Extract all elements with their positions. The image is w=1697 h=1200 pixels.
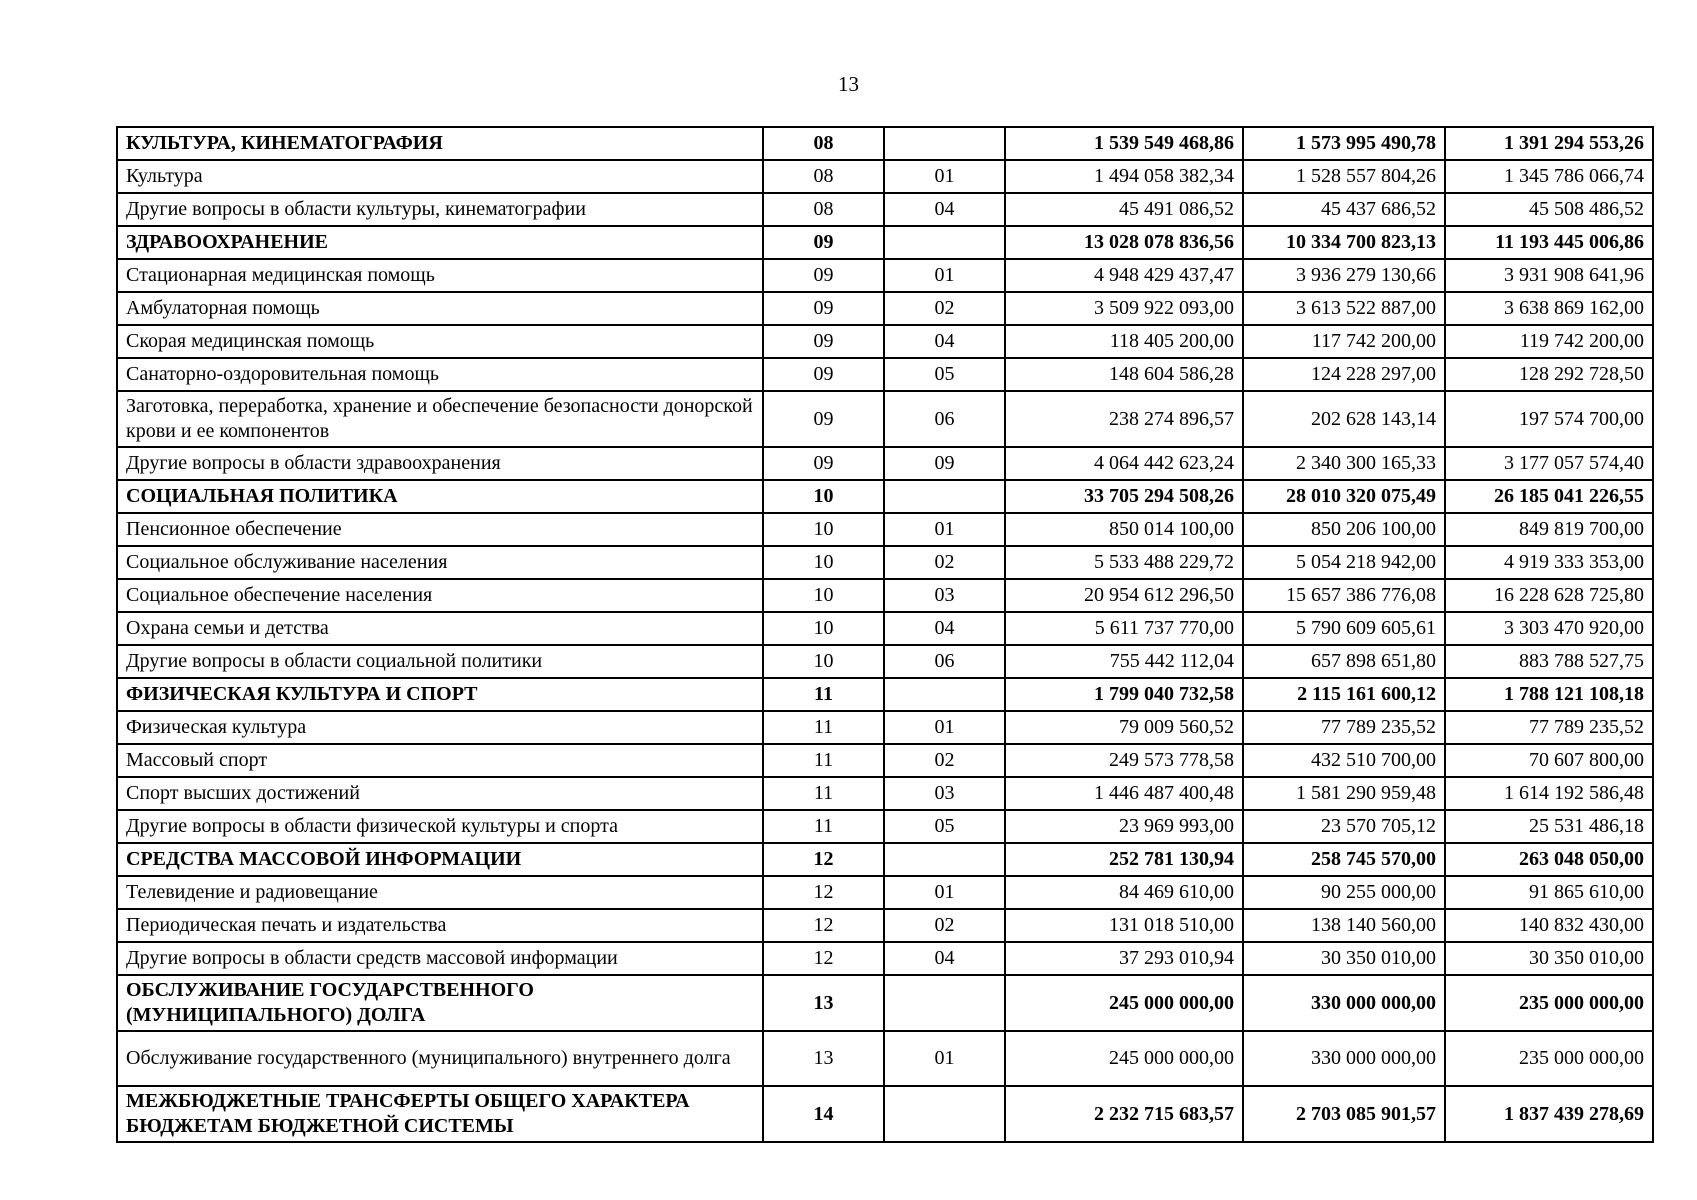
amount-year1-cell: 755 442 112,04 [1005, 645, 1243, 678]
subsection-code-cell: 02 [884, 292, 1005, 325]
amount-year2-cell: 258 745 570,00 [1243, 843, 1445, 876]
subsection-code-cell [884, 480, 1005, 513]
section-row [117, 1086, 1653, 1142]
amount-year3-cell: 197 574 700,00 [1445, 391, 1653, 447]
amount-year3-cell: 1 788 121 108,18 [1445, 678, 1653, 711]
table-row [117, 292, 1653, 325]
row-name-cell: Массовый спорт [117, 744, 763, 777]
amount-year3-cell: 1 837 439 278,69 [1445, 1086, 1653, 1142]
subsection-code-cell: 09 [884, 447, 1005, 480]
row-name-cell: Культура [117, 160, 763, 193]
section-code-cell: 09 [763, 292, 884, 325]
amount-year3-cell: 77 789 235,52 [1445, 711, 1653, 744]
amount-year3-cell: 4 919 333 353,00 [1445, 546, 1653, 579]
row-name-cell: Скорая медицинская помощь [117, 325, 763, 358]
section-row [117, 975, 1653, 1031]
amount-year1-cell: 84 469 610,00 [1005, 876, 1243, 909]
section-code-cell: 10 [763, 645, 884, 678]
section-code-cell: 09 [763, 226, 884, 259]
table-row [117, 325, 1653, 358]
subsection-code-cell [884, 678, 1005, 711]
row-name-cell: Пенсионное обеспечение [117, 513, 763, 546]
section-code-cell: 10 [763, 513, 884, 546]
subsection-code-cell [884, 843, 1005, 876]
amount-year3-cell: 3 177 057 574,40 [1445, 447, 1653, 480]
amount-year1-cell: 238 274 896,57 [1005, 391, 1243, 447]
table-row [117, 546, 1653, 579]
amount-year3-cell: 119 742 200,00 [1445, 325, 1653, 358]
subsection-code-cell: 06 [884, 391, 1005, 447]
amount-year3-cell: 16 228 628 725,80 [1445, 579, 1653, 612]
amount-year1-cell: 1 539 549 468,86 [1005, 127, 1243, 160]
amount-year2-cell: 3 936 279 130,66 [1243, 259, 1445, 292]
section-code-cell: 12 [763, 843, 884, 876]
budget-table-body [117, 127, 1653, 1142]
section-code-cell: 09 [763, 391, 884, 447]
table-row [117, 744, 1653, 777]
subsection-code-cell: 02 [884, 546, 1005, 579]
amount-year3-cell: 235 000 000,00 [1445, 975, 1653, 1031]
section-code-cell: 11 [763, 744, 884, 777]
amount-year3-cell: 128 292 728,50 [1445, 358, 1653, 391]
amount-year1-cell: 3 509 922 093,00 [1005, 292, 1243, 325]
amount-year2-cell: 1 581 290 959,48 [1243, 777, 1445, 810]
amount-year1-cell: 5 611 737 770,00 [1005, 612, 1243, 645]
amount-year3-cell: 1 345 786 066,74 [1445, 160, 1653, 193]
row-name-cell: Другие вопросы в области культуры, кинематографии [117, 193, 763, 226]
section-code-cell: 11 [763, 810, 884, 843]
row-name-cell: КУЛЬТУРА, КИНЕМАТОГРАФИЯ [117, 127, 763, 160]
section-code-cell: 12 [763, 942, 884, 975]
section-code-cell: 08 [763, 160, 884, 193]
subsection-code-cell [884, 975, 1005, 1031]
row-name-cell: СРЕДСТВА МАССОВОЙ ИНФОРМАЦИИ [117, 843, 763, 876]
row-name-cell: Амбулаторная помощь [117, 292, 763, 325]
amount-year2-cell: 2 115 161 600,12 [1243, 678, 1445, 711]
row-name-cell: Обслуживание государственного (муниципального) внутреннего долга [117, 1031, 763, 1086]
amount-year1-cell: 252 781 130,94 [1005, 843, 1243, 876]
subsection-code-cell: 05 [884, 358, 1005, 391]
amount-year1-cell: 131 018 510,00 [1005, 909, 1243, 942]
row-name-cell: Телевидение и радиовещание [117, 876, 763, 909]
amount-year1-cell: 79 009 560,52 [1005, 711, 1243, 744]
amount-year2-cell: 117 742 200,00 [1243, 325, 1445, 358]
row-name-cell: Периодическая печать и издательства [117, 909, 763, 942]
amount-year2-cell: 5 790 609 605,61 [1243, 612, 1445, 645]
amount-year2-cell: 657 898 651,80 [1243, 645, 1445, 678]
subsection-code-cell [884, 127, 1005, 160]
amount-year1-cell: 1 446 487 400,48 [1005, 777, 1243, 810]
row-name-cell: Социальное обслуживание населения [117, 546, 763, 579]
section-code-cell: 13 [763, 975, 884, 1031]
amount-year1-cell: 245 000 000,00 [1005, 1031, 1243, 1086]
row-name-cell: ЗДРАВООХРАНЕНИЕ [117, 226, 763, 259]
section-code-cell: 09 [763, 259, 884, 292]
amount-year1-cell: 118 405 200,00 [1005, 325, 1243, 358]
amount-year3-cell: 1 391 294 553,26 [1445, 127, 1653, 160]
row-name-cell: ОБСЛУЖИВАНИЕ ГОСУДАРСТВЕННОГО (МУНИЦИПАЛЬНОГО) ДОЛГА [117, 975, 763, 1031]
amount-year1-cell: 4 948 429 437,47 [1005, 259, 1243, 292]
row-name-cell: Другие вопросы в области социальной политики [117, 645, 763, 678]
table-row [117, 513, 1653, 546]
table-row [117, 358, 1653, 391]
amount-year1-cell: 37 293 010,94 [1005, 942, 1243, 975]
row-name-cell: ФИЗИЧЕСКАЯ КУЛЬТУРА И СПОРТ [117, 678, 763, 711]
section-row [117, 127, 1653, 160]
section-code-cell: 12 [763, 876, 884, 909]
amount-year3-cell: 1 614 192 586,48 [1445, 777, 1653, 810]
amount-year2-cell: 77 789 235,52 [1243, 711, 1445, 744]
row-name-cell: МЕЖБЮДЖЕТНЫЕ ТРАНСФЕРТЫ ОБЩЕГО ХАРАКТЕРА БЮДЖЕТАМ БЮДЖЕТНОЙ СИСТЕМЫ [117, 1086, 763, 1142]
amount-year1-cell: 1 494 058 382,34 [1005, 160, 1243, 193]
amount-year1-cell: 148 604 586,28 [1005, 358, 1243, 391]
subsection-code-cell: 01 [884, 876, 1005, 909]
table-row [117, 909, 1653, 942]
amount-year3-cell: 70 607 800,00 [1445, 744, 1653, 777]
section-code-cell: 13 [763, 1031, 884, 1086]
subsection-code-cell: 03 [884, 579, 1005, 612]
section-code-cell: 10 [763, 612, 884, 645]
amount-year3-cell: 235 000 000,00 [1445, 1031, 1653, 1086]
amount-year2-cell: 28 010 320 075,49 [1243, 480, 1445, 513]
subsection-code-cell: 01 [884, 711, 1005, 744]
amount-year1-cell: 23 969 993,00 [1005, 810, 1243, 843]
table-row [117, 259, 1653, 292]
section-code-cell: 09 [763, 358, 884, 391]
amount-year2-cell: 124 228 297,00 [1243, 358, 1445, 391]
subsection-code-cell: 01 [884, 160, 1005, 193]
section-code-cell: 08 [763, 127, 884, 160]
amount-year3-cell: 849 819 700,00 [1445, 513, 1653, 546]
amount-year1-cell: 20 954 612 296,50 [1005, 579, 1243, 612]
amount-year2-cell: 850 206 100,00 [1243, 513, 1445, 546]
amount-year2-cell: 5 054 218 942,00 [1243, 546, 1445, 579]
section-code-cell: 10 [763, 480, 884, 513]
row-name-cell: Другие вопросы в области физической культуры и спорта [117, 810, 763, 843]
row-name-cell: Санаторно-оздоровительная помощь [117, 358, 763, 391]
budget-table [116, 126, 1654, 1143]
amount-year3-cell: 91 865 610,00 [1445, 876, 1653, 909]
subsection-code-cell: 02 [884, 909, 1005, 942]
amount-year2-cell: 202 628 143,14 [1243, 391, 1445, 447]
table-row [117, 645, 1653, 678]
row-name-cell: Другие вопросы в области здравоохранения [117, 447, 763, 480]
subsection-code-cell: 01 [884, 513, 1005, 546]
amount-year1-cell: 850 014 100,00 [1005, 513, 1243, 546]
amount-year3-cell: 3 931 908 641,96 [1445, 259, 1653, 292]
section-code-cell: 11 [763, 678, 884, 711]
amount-year3-cell: 45 508 486,52 [1445, 193, 1653, 226]
row-name-cell: Спорт высших достижений [117, 777, 763, 810]
subsection-code-cell: 04 [884, 325, 1005, 358]
amount-year2-cell: 3 613 522 887,00 [1243, 292, 1445, 325]
amount-year3-cell: 3 303 470 920,00 [1445, 612, 1653, 645]
amount-year2-cell: 10 334 700 823,13 [1243, 226, 1445, 259]
section-code-cell: 10 [763, 579, 884, 612]
row-name-cell: Охрана семьи и детства [117, 612, 763, 645]
amount-year1-cell: 249 573 778,58 [1005, 744, 1243, 777]
amount-year3-cell: 26 185 041 226,55 [1445, 480, 1653, 513]
amount-year2-cell: 15 657 386 776,08 [1243, 579, 1445, 612]
amount-year2-cell: 138 140 560,00 [1243, 909, 1445, 942]
amount-year1-cell: 1 799 040 732,58 [1005, 678, 1243, 711]
table-row [117, 160, 1653, 193]
subsection-code-cell: 05 [884, 810, 1005, 843]
section-code-cell: 11 [763, 777, 884, 810]
section-row [117, 480, 1653, 513]
subsection-code-cell: 03 [884, 777, 1005, 810]
table-row [117, 876, 1653, 909]
subsection-code-cell: 04 [884, 942, 1005, 975]
subsection-code-cell: 01 [884, 259, 1005, 292]
table-row [117, 1031, 1653, 1086]
subsection-code-cell [884, 1086, 1005, 1142]
table-row [117, 193, 1653, 226]
amount-year2-cell: 2 340 300 165,33 [1243, 447, 1445, 480]
amount-year2-cell: 2 703 085 901,57 [1243, 1086, 1445, 1142]
section-code-cell: 10 [763, 546, 884, 579]
table-row [117, 612, 1653, 645]
amount-year2-cell: 432 510 700,00 [1243, 744, 1445, 777]
amount-year2-cell: 330 000 000,00 [1243, 975, 1445, 1031]
section-code-cell: 08 [763, 193, 884, 226]
table-row [117, 447, 1653, 480]
amount-year3-cell: 140 832 430,00 [1445, 909, 1653, 942]
section-code-cell: 09 [763, 447, 884, 480]
row-name-cell: Заготовка, переработка, хранение и обеспечение безопасности донорской крови и ее компонентов [117, 391, 763, 447]
subsection-code-cell: 01 [884, 1031, 1005, 1086]
amount-year1-cell: 5 533 488 229,72 [1005, 546, 1243, 579]
amount-year1-cell: 2 232 715 683,57 [1005, 1086, 1243, 1142]
amount-year2-cell: 45 437 686,52 [1243, 193, 1445, 226]
section-row [117, 843, 1653, 876]
amount-year2-cell: 23 570 705,12 [1243, 810, 1445, 843]
page-number: 13 [838, 72, 859, 96]
amount-year2-cell: 30 350 010,00 [1243, 942, 1445, 975]
amount-year2-cell: 330 000 000,00 [1243, 1031, 1445, 1086]
table-row [117, 942, 1653, 975]
amount-year3-cell: 3 638 869 162,00 [1445, 292, 1653, 325]
table-row [117, 711, 1653, 744]
row-name-cell: Другие вопросы в области средств массовой информации [117, 942, 763, 975]
amount-year3-cell: 883 788 527,75 [1445, 645, 1653, 678]
amount-year1-cell: 245 000 000,00 [1005, 975, 1243, 1031]
section-code-cell: 11 [763, 711, 884, 744]
table-row [117, 579, 1653, 612]
amount-year1-cell: 33 705 294 508,26 [1005, 480, 1243, 513]
subsection-code-cell: 02 [884, 744, 1005, 777]
section-row [117, 226, 1653, 259]
amount-year3-cell: 25 531 486,18 [1445, 810, 1653, 843]
row-name-cell: Социальное обеспечение населения [117, 579, 763, 612]
subsection-code-cell [884, 226, 1005, 259]
section-code-cell: 14 [763, 1086, 884, 1142]
amount-year2-cell: 1 528 557 804,26 [1243, 160, 1445, 193]
table-row [117, 391, 1653, 447]
table-row [117, 777, 1653, 810]
subsection-code-cell: 04 [884, 612, 1005, 645]
row-name-cell: СОЦИАЛЬНАЯ ПОЛИТИКА [117, 480, 763, 513]
subsection-code-cell: 04 [884, 193, 1005, 226]
amount-year1-cell: 45 491 086,52 [1005, 193, 1243, 226]
section-row [117, 678, 1653, 711]
amount-year3-cell: 263 048 050,00 [1445, 843, 1653, 876]
table-row [117, 810, 1653, 843]
amount-year2-cell: 1 573 995 490,78 [1243, 127, 1445, 160]
amount-year1-cell: 13 028 078 836,56 [1005, 226, 1243, 259]
amount-year1-cell: 4 064 442 623,24 [1005, 447, 1243, 480]
amount-year3-cell: 30 350 010,00 [1445, 942, 1653, 975]
subsection-code-cell: 06 [884, 645, 1005, 678]
amount-year3-cell: 11 193 445 006,86 [1445, 226, 1653, 259]
section-code-cell: 12 [763, 909, 884, 942]
row-name-cell: Стационарная медицинская помощь [117, 259, 763, 292]
amount-year2-cell: 90 255 000,00 [1243, 876, 1445, 909]
section-code-cell: 09 [763, 325, 884, 358]
row-name-cell: Физическая культура [117, 711, 763, 744]
